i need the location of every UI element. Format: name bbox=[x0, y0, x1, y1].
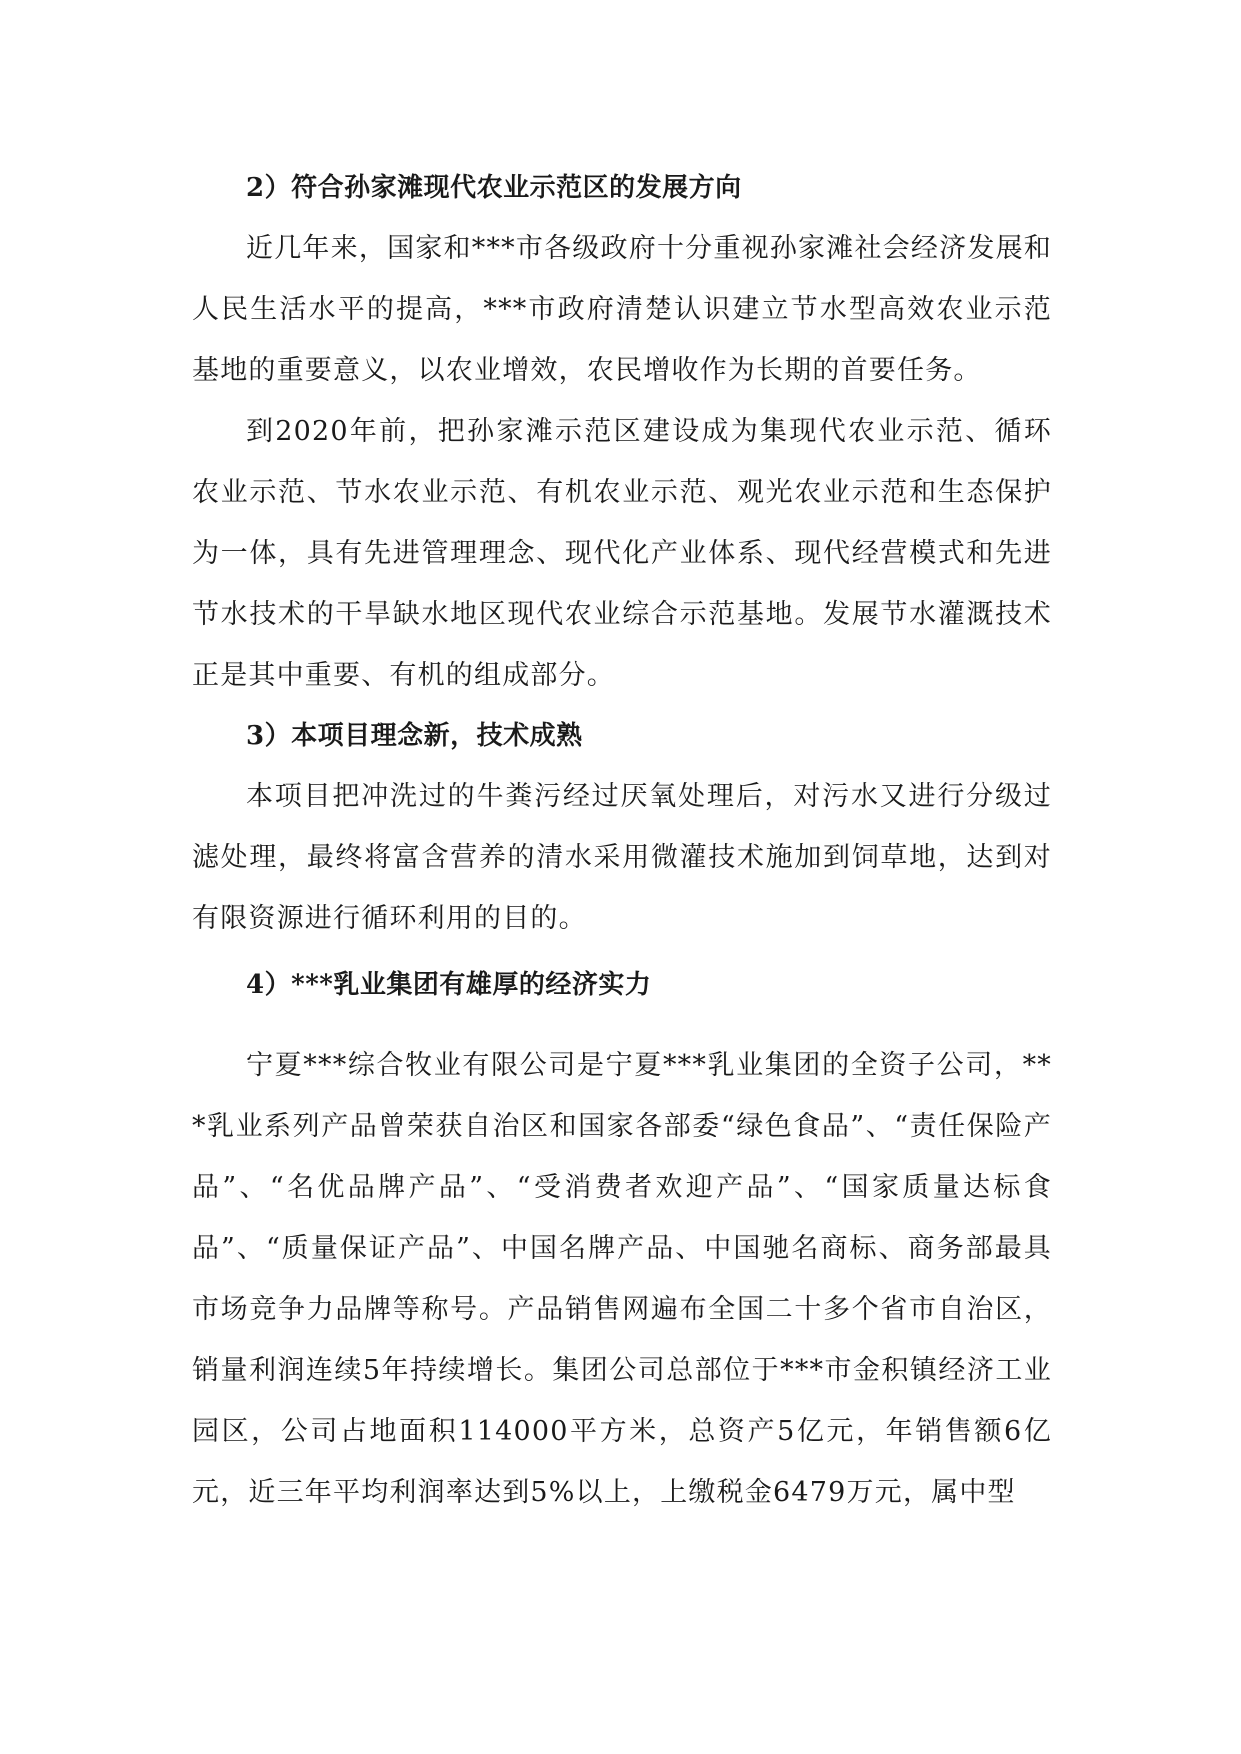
section-4-heading: 4）***乳业集团有雄厚的经济实力 bbox=[246, 970, 652, 1000]
document-body bbox=[192, 158, 1052, 1523]
section-4-paragraph: 宁夏***综合牧业有限公司是宁夏***乳业集团的全资子公司，***乳业系列产品曾荣获自治区和国家各部委“绿色食品”、“责任保险产品”、“名优品牌产品”、“受消费者欢迎产品”、“国家质量达标食品”、“质量保证产品”、中国名牌产品、中国驰名商标、商务部最具市场竞争力品牌等称号。产品销售网遍布全国二十多个省市自治区，销量利润连续5年持续增长。集团公司总部位于***市金积镇经济工业园区，公司占地面积114000平方米，总资产5亿元，年销售额6亿元，近三年平均利润率达到5%以上，上缴税金6479万元，属中型 bbox=[192, 1050, 1052, 1508]
section-3-paragraph: 本项目把冲洗过的牛粪污经过厌氧处理后，对污水又进行分级过滤处理，最终将富含营养的清水采用微灌技术施加到饲草地，达到对有限资源进行循环利用的目的。 bbox=[192, 781, 1052, 934]
section-2-paragraph-2: 到2020年前，把孙家滩示范区建设成为集现代农业示范、循环农业示范、节水农业示范、有机农业示范、观光农业示范和生态保护为一体，具有先进管理理念、现代化产业体系、现代经营模式和先进节水技术的干旱缺水地区现代农业综合示范基地。发展节水灌溉技术正是其中重要、有机的组成部分。 bbox=[192, 416, 1052, 691]
section-2-heading: 2）符合孙家滩现代农业示范区的发展方向 bbox=[246, 173, 742, 203]
section-3-heading: 3）本项目理念新，技术成熟 bbox=[246, 721, 583, 751]
section-2-paragraph-1: 近几年来，国家和***市各级政府十分重视孙家滩社会经济发展和人民生活水平的提高，***市政府清楚认识建立节水型高效农业示范基地的重要意义，以农业增效，农民增收作为长期的首要任务。 bbox=[192, 233, 1052, 386]
